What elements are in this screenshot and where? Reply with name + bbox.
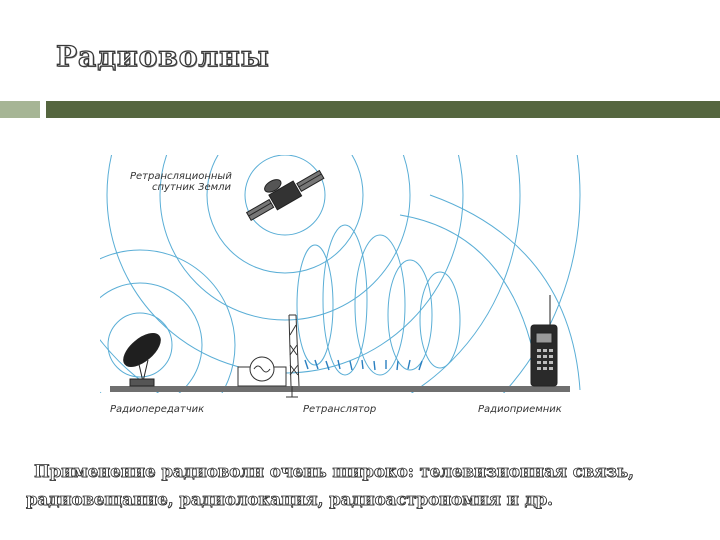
body-text-line-1: Применение радиоволн очень широко: телевизионная связь, xyxy=(34,462,634,481)
satellite xyxy=(239,158,326,224)
slide-body-text xyxy=(26,458,706,514)
caption-satellite-line2: спутник Земли xyxy=(152,182,232,193)
caption-satellite-line1: Ретрансляционный xyxy=(130,171,232,182)
accent-bar-dark xyxy=(46,101,720,118)
accent-bar-light xyxy=(0,101,40,118)
ground-line xyxy=(110,386,570,392)
transmitter-waves xyxy=(100,250,235,420)
body-text-line-2: радиовещание, радиолокация, радиоастрономия и др. xyxy=(26,490,553,509)
slide-title: Радиоволны xyxy=(56,40,270,73)
receiver-phone xyxy=(531,295,557,386)
transmitter-dish xyxy=(118,327,166,386)
caption-transmitter: Радиопередатчик xyxy=(110,404,205,415)
relay-station xyxy=(238,315,299,397)
caption-receiver: Радиоприемник xyxy=(478,404,562,415)
radio-waves-illustration xyxy=(100,155,595,420)
caption-relay: Ретранслятор xyxy=(303,404,377,415)
